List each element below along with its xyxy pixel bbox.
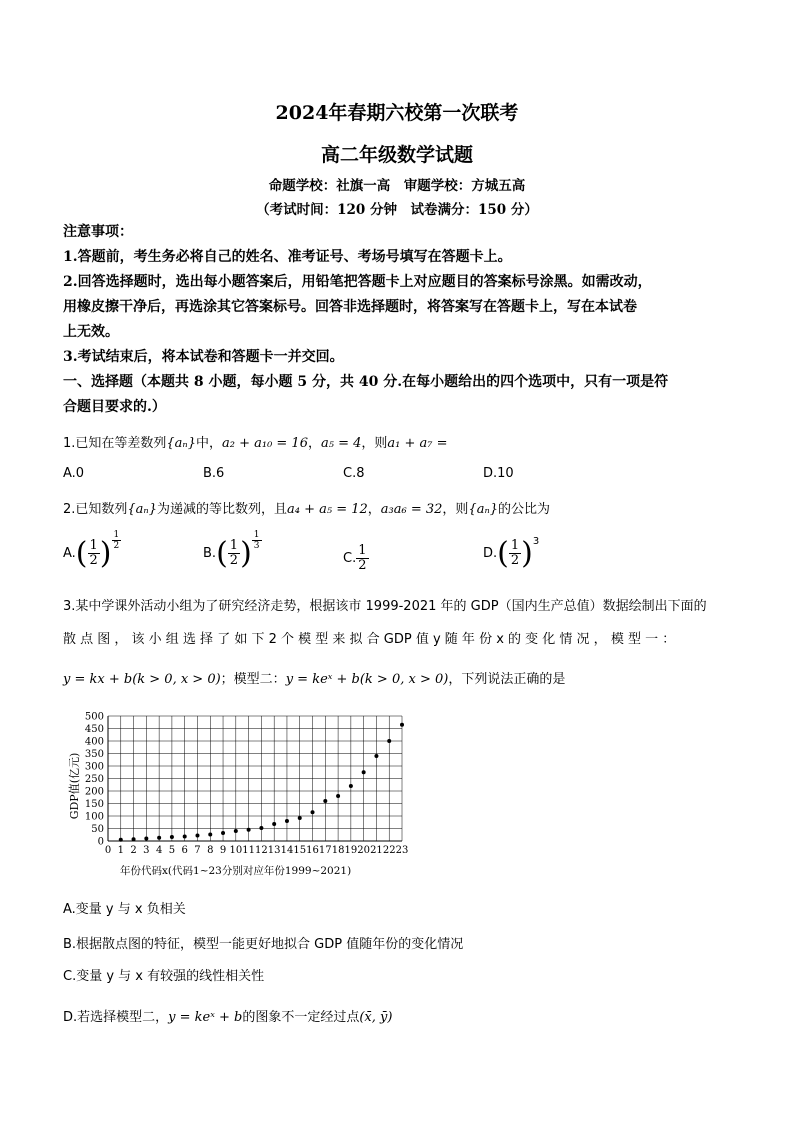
q3-option-a: A.变量 y 与 x 负相关 <box>63 902 186 917</box>
section-heading: 一、选择题（本题共 8 小题，每小题 5 分，共 40 分.在每小题给出的四个选项中，只有一项是符 <box>63 374 669 390</box>
x-tick-label: 16 <box>306 845 319 856</box>
notice-item-3: 3.考试结束后，将本试卷和答题卡一并交回。 <box>63 349 344 365</box>
data-point <box>349 784 353 788</box>
x-tick-label: 5 <box>168 845 176 856</box>
notice-item-2-end: 上无效。 <box>63 324 119 340</box>
x-tick-label: 11 <box>242 845 255 856</box>
x-tick-label: 15 <box>293 845 307 856</box>
x-axis-label: 年份代码x(代码1~23分别对应年份1999~2021) <box>120 865 352 877</box>
data-point <box>234 829 238 833</box>
x-tick-label: 23 <box>395 845 409 856</box>
x-tick-label: 7 <box>194 845 201 856</box>
x-tick-label: 22 <box>382 845 396 856</box>
notice-heading: 注意事项： <box>63 224 133 240</box>
x-tick-label: 18 <box>331 845 345 856</box>
x-tick-label: 14 <box>280 845 294 856</box>
exam-info: （考试时间：120 分钟 试卷满分：150 分） <box>256 202 538 218</box>
question-1: 1.已知在等差数列{aₙ}中，a₂ + a₁₀ = 16，a₅ = 4，则a₁ + a₇ = <box>63 436 448 451</box>
notice-item-1: 1.答题前，考生务必将自己的姓名、准考证号、考场号填写在答题卡上。 <box>63 249 512 265</box>
x-tick-label: 8 <box>207 845 214 856</box>
data-point <box>272 822 276 826</box>
data-point <box>362 770 366 774</box>
schools-line: 命题学校：社旗一高 审题学校：方城五高 <box>268 178 526 194</box>
exam-title: 2024年春期六校第一次联考 <box>275 102 519 124</box>
notice-item-2: 2.回答选择题时，选出每小题答案后，用铅笔把答题卡上对应题目的答案标号涂黑。如需改动， <box>63 274 652 290</box>
x-tick-label: 2 <box>130 845 137 856</box>
x-tick-label: 17 <box>318 845 332 856</box>
y-tick-label: 400 <box>84 736 104 748</box>
q2-option-c: C. $\frac{1}{2}$ <box>343 543 367 573</box>
data-point <box>208 833 212 837</box>
y-tick-label: 50 <box>91 824 104 835</box>
data-point <box>247 828 251 832</box>
x-tick-label: 19 <box>344 845 358 856</box>
x-tick-labels <box>105 845 409 856</box>
y-tick-label: 500 <box>84 711 104 723</box>
data-point <box>323 799 327 803</box>
x-tick-label: 3 <box>143 845 150 856</box>
data-point <box>387 739 391 743</box>
q2-option-d: D.( $\frac{1}{2}$ )$^3$ <box>483 536 540 571</box>
data-point <box>374 754 378 758</box>
x-tick-label: 9 <box>219 845 227 856</box>
question-2: 2.已知数列{aₙ}为递减的等比数列，且a₄ + a₅ = 12，a₃a₆ = 32，则{aₙ}的公比为 <box>63 502 550 517</box>
notice-item-2-cont: 用橡皮擦干净后，再选涂其它答案标号。回答非选择题时，将答案写在答题卡上，写在本试卷 <box>63 299 637 315</box>
y-tick-label: 200 <box>84 786 104 798</box>
data-point <box>221 831 225 835</box>
x-tick-label: 0 <box>104 845 112 856</box>
data-point <box>119 838 123 842</box>
data-point <box>400 723 404 727</box>
y-tick-label: 0 <box>97 836 104 848</box>
q1-option-a: A.0 <box>63 466 85 481</box>
q1-option-d: D.10 <box>483 466 514 481</box>
question-3-line1: 3.某中学课外活动小组为了研究经济走势，根据该市 1999-2021 年的 GDP（国内生产总值）数据绘制出下面的 <box>63 599 707 614</box>
y-tick-label: 350 <box>84 749 104 760</box>
data-point <box>144 837 148 841</box>
x-tick-label: 1 <box>117 845 124 856</box>
data-point <box>259 826 263 830</box>
q1-option-b: B.6 <box>203 466 225 481</box>
data-point <box>311 810 315 814</box>
q3-option-b: B.根据散点图的特征，模型一能更好地拟合 GDP 值随年份的变化情况 <box>63 937 464 952</box>
x-tick-label: 12 <box>255 845 268 856</box>
y-tick-label: 250 <box>84 774 104 785</box>
q2-option-b: B.( $\frac{1}{2}$ ) $\frac{1}{3}$ <box>203 530 260 571</box>
x-tick-label: 10 <box>229 845 243 856</box>
y-axis-label: GDP值(亿元) <box>68 752 81 820</box>
y-tick-label: 150 <box>84 799 104 810</box>
chart-grid <box>108 716 402 841</box>
q3-option-c: C.变量 y 与 x 有较强的线性相关性 <box>63 969 265 984</box>
data-point <box>132 837 136 841</box>
y-tick-label: 300 <box>84 761 104 773</box>
data-point <box>195 834 199 838</box>
q2-option-a: A.( $\frac{1}{2}$ ) $\frac{1}{2}$ <box>63 530 120 571</box>
x-tick-label: 21 <box>370 845 383 856</box>
question-3-line2: 散 点 图 ， 该 小 组 选 择 了 如 下 2 个 模 型 来 拟 合 GDP 值 y 随 年 份 x 的 变 化 情 况 ， 模 型 一 ： <box>63 632 676 647</box>
data-point <box>285 819 289 823</box>
gdp-scatter-chart <box>60 708 420 880</box>
data-point <box>336 794 340 798</box>
y-tick-labels <box>85 712 104 848</box>
question-3-line3: y = kx + b(k > 0, x > 0)；模型二：y = keˣ + b(k > 0, x > 0)，下列说法正确的是 <box>63 672 566 687</box>
x-tick-label: 20 <box>357 845 371 856</box>
x-tick-label: 6 <box>181 845 188 856</box>
section-heading-cont: 合题目要求的.） <box>63 399 166 415</box>
q1-option-c: C.8 <box>343 466 365 481</box>
y-tick-label: 450 <box>84 724 104 735</box>
data-point <box>170 835 174 839</box>
exam-subtitle: 高二年级数学试题 <box>320 144 473 166</box>
data-point <box>298 816 302 820</box>
x-tick-label: 4 <box>155 845 163 856</box>
x-tick-label: 13 <box>267 845 281 856</box>
q3-option-d: D.若选择模型二，y = keˣ + b的图象不一定经过点(x̄, ȳ) <box>63 1010 393 1025</box>
data-point <box>183 835 187 839</box>
data-point <box>157 836 161 840</box>
y-tick-label: 100 <box>84 811 104 823</box>
